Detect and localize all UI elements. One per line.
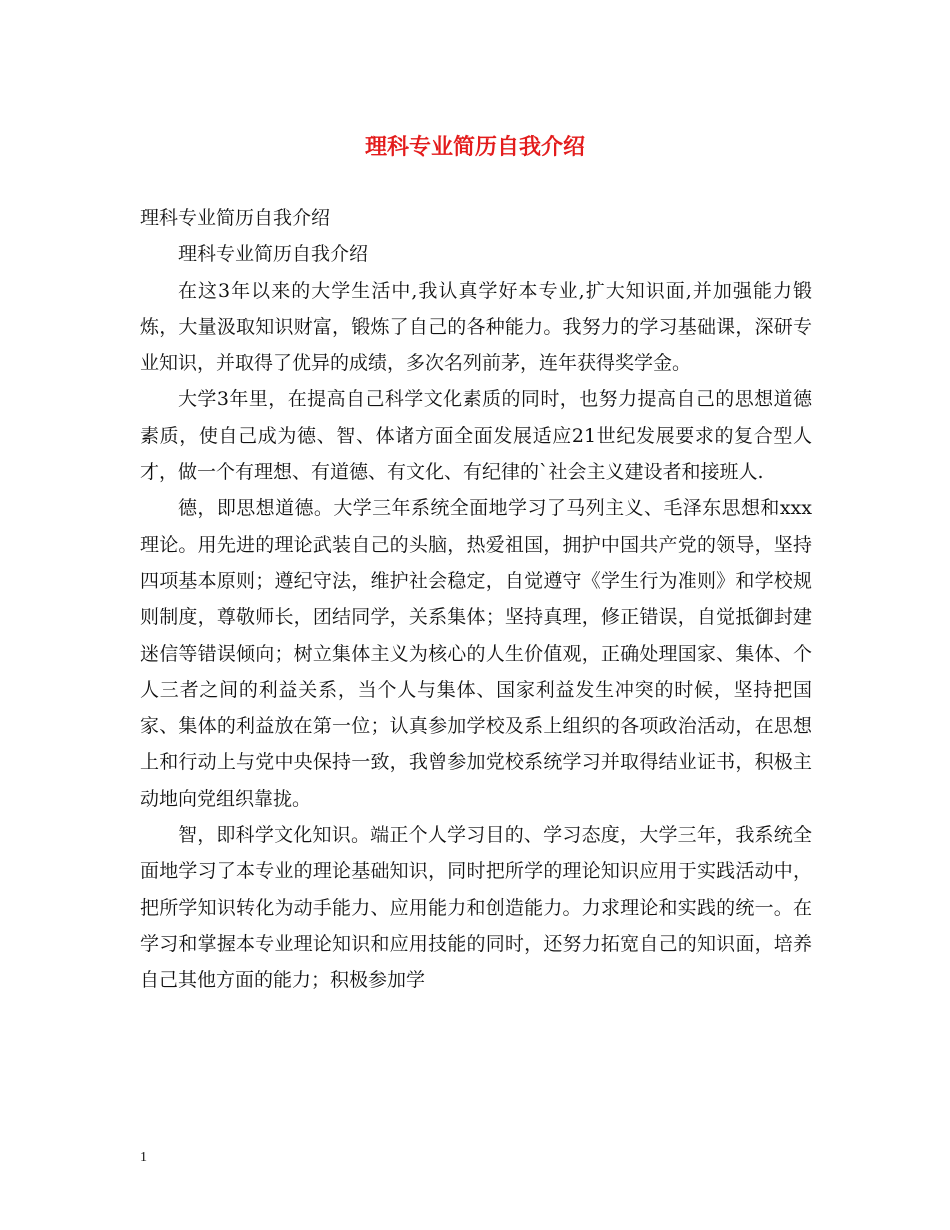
subheading-line: 理科专业简历自我介绍 [178,243,369,266]
paragraph-4: 智，即科学文化知识。端正个人学习目的、学习态度，大学三年，我系统全面地学习了本专业的理论基础知识，同时把所学的理论知识应用于实践活动中，把所学知识转化为动手能力、应用能力和创造能力。力求理论和实践的统一。在学习和掌握本专业理论知识和应用技能的同时，还努力拓宽自己的知识面，培养自己其他方面的能力；积极参加学 [140,824,812,992]
document-title: 理科专业简历自我介绍 [364,134,585,160]
paragraph-2: 大学3年里，在提高自己科学文化素质的同时，也努力提高自己的思想道德素质，使自己成为德、智、体诸方面全面发展适应21世纪发展要求的复合型人才，做一个有理想、有道德、有文化、有纪律的`社会主义建设者和接班人. [140,388,812,484]
paragraph-3: 德，即思想道德。大学三年系统全面地学习了马列主义、毛泽东思想和xxx理论。用先进的理论武装自己的头脑，热爱祖国，拥护中国共产党的领导，坚持四项基本原则；遵纪守法，维护社会稳定，自觉遵守《学生行为准则》和学校规则制度，尊敬师长，团结同学，关系集体；坚持真理，修正错误，自觉抵御封建迷信等错误倾向；树立集体主义为核心的人生价值观，正确处理国家、集体、个人三者之间的利益关系，当个人与集体、国家利益发生冲突的时候，坚持把国家、集体的利益放在第一位；认真参加学校及系上组织的各项政治活动，在思想上和行动上与党中央保持一致，我曾参加党校系统学习并取得结业证书，积极主动地向党组织靠拢。 [140,497,812,810]
page-number: 1 [140,1150,147,1165]
paragraph-1: 在这3年以来的大学生活中,我认真学好本专业,扩大知识面,并加强能力锻炼，大量汲取知识财富，锻炼了自己的各种能力。我努力的学习基础课，深研专业知识，并取得了优异的成绩，多次名列前茅，连年获得奖学金。 [140,279,812,375]
document-body [140,200,812,999]
heading-line: 理科专业简历自我介绍 [140,207,331,229]
